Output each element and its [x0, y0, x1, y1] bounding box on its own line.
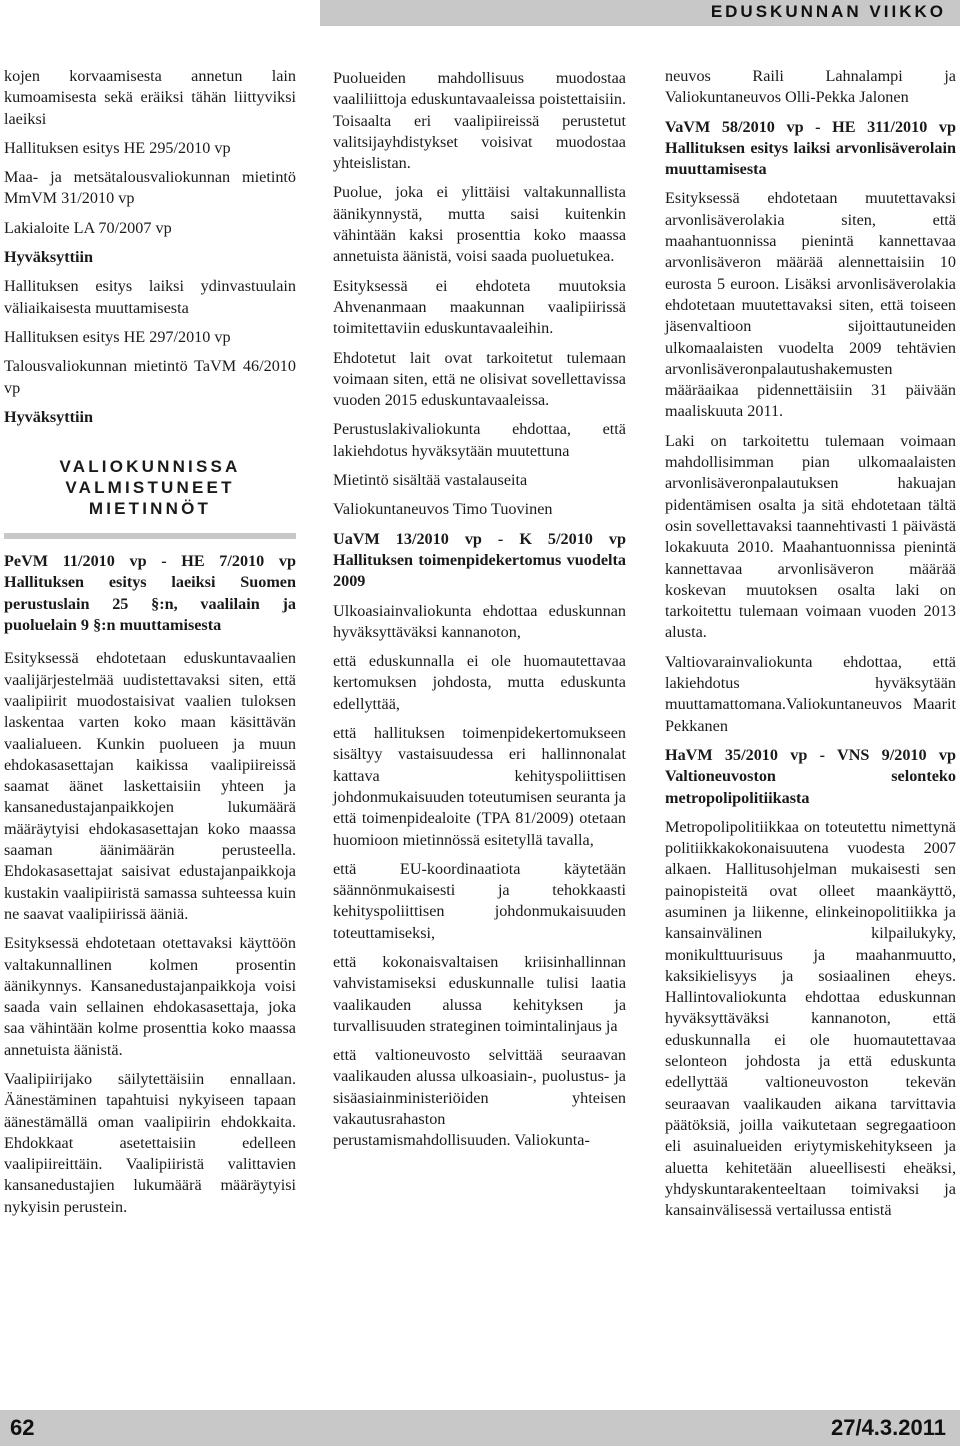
paragraph: Laki on tarkoitettu tulemaan voimaan mahdollisimman pian ulkomaalaisten arvonlisäveronpalautuksen hakuajan pidentämisen osalta ja sitä ehdotetaan tältä osin sovellettavaksi taannehtivasti 1 päivästä lokakuuta 2010. Maahantuonnissa pienintä kannettavaa arvonlisäveron määrää koskevan muutoksen osalta laki on tarkoitettu tulemaan voimaan vuoden 2013 alusta.: [665, 431, 956, 642]
column-2: [333, 68, 626, 1160]
paragraph: Hallituksen esitys HE 295/2010 vp: [4, 138, 231, 157]
page-header: [0, 0, 960, 26]
page-footer: [0, 1406, 960, 1453]
item-heading: VaVM 58/2010 vp - HE 311/2010 vp Hallituksen esitys laiksi arvonlisäverolain muuttamisesta: [665, 117, 956, 179]
section-divider: [4, 533, 296, 539]
paragraph: että hallituksen toimenpidekertomukseen sisältyy vastaisuudessa eri hallinnonalat kattava kehityspoliittisen johdonmukaisuuden toteutumisen seuranta ja että toimenpidealoite (TPA 81/2009) otetaan huomioon mietinnössä esitetyllä tavalla,: [333, 724, 626, 849]
paragraph: Talousvaliokunnan mietintö TaVM 46/2010 vp: [4, 357, 296, 397]
paragraph: Puolueiden mahdollisuus muodostaa vaaliliittoja eduskuntavaaleissa poistettaisiin. Toisaalta eri vaalipiireissä perustetut valitsijayhdistykset voisivat muodostaa yhteislistan.: [333, 69, 626, 173]
paragraph: Perustuslakivaliokunta ehdottaa, että lakiehdotus hyväksytään muutettuna: [333, 420, 626, 460]
paragraph: että kokonaisvaltaisen kriisinhallinnan vahvistamiseksi eduskunnalle tulisi laatia vaalikauden alussa kehityksen ja turvallisuuden strateginen toimintalinjaus ja: [333, 952, 626, 1035]
column-1: [4, 66, 296, 1226]
section-heading-line: VALMISTUNEET: [65, 478, 235, 498]
paragraph: Metropolipolitiikkaa on toteutettu nimettynä politiikkakokonaisuutena vuodesta 2007 alkaen. Hallitusohjelman mukaisesti sen painopisteitä ovat olleet maankäyttö, asuminen ja liikenne, elinkeinopolitiikka ja kansainvälinen kilpailukyky, monikulttuurisuus ja maahanmuutto, kaksikielisyys ja sosiaalinen eheys. Hallintovaliokunta ehdottaa eduskunnan hyväksyttäväksi kannanoton, että eduskunnalla ei ole huomautettavaa selonteon johdosta ja että eduskunta edellyttää valtioneuvoston tekevän seuraavan vaalikauden aikana tarvittavia päätöksiä, joilla vaikutetaan segregaatioon eli asuinalueiden eriytymiskehitykseen ja aluetta kehitetään alueellisesti eheäksi, yhdyskuntarakenteeltaan toimivaksi ja kansainvälisessä vertailussa entistä: [665, 817, 956, 1220]
item-heading: HaVM 35/2010 vp - VNS 9/2010 vp Valtioneuvoston selonteko metropolipolitiikasta: [665, 745, 956, 807]
decision-label: Hyväksyttiin: [4, 248, 94, 267]
paragraph: Valtiovarainvaliokunta ehdottaa, että lakiehdotus hyväksytään muuttamattomana.Valiokuntaneuvos Maarit Pekkanen: [665, 652, 956, 735]
paragraph: Ulkoasiainvaliokunta ehdottaa eduskunnan hyväksyttäväksi kannanoton,: [333, 601, 626, 641]
paragraph: että eduskunnalla ei ole huomautettavaa kertomuksen johdosta, mutta eduskunta edellyttää,: [333, 652, 626, 713]
column-3: [665, 66, 956, 1229]
section-heading: [4, 456, 296, 519]
paragraph: Vaalipiirijako säilytettäisiin ennallaan. Äänestäminen tapahtuisi nykyiseen tapaan äänestämällä oman vaalipiirin ehdokkaita. Ehdokkaat asetettaisiin edelleen vaalipiireittäin. Vaalipiiristä valittavien kansanedustajien lukumäärä määräytyisi nykyisin perustein.: [4, 1069, 296, 1216]
paragraph: Ehdotetut lait ovat tarkoitetut tulemaan voimaan siten, että ne olisivat sovellettavissa vuoden 2015 eduskuntavaaleissa.: [333, 348, 626, 410]
section-heading-line: MIETINNÖT: [88, 499, 212, 519]
paragraph: Hallituksen esitys HE 297/2010 vp: [4, 327, 231, 346]
paragraph: Esityksessä ehdotetaan muutettavaksi arvonlisäverolakia siten, että maahantuonnissa pienintä kannettavaa arvonlisäveron määrää alennettaisiin 10 eurosta 5 euroon. Lisäksi arvonlisäverolakia ehdotetaan muutettavaksi siten, että toiseen jäsenvaltioon sijoittautuneiden ulkomaalaisten vuodelta 2009 tehtävien arvonlisäveronpalautushakemusten määräaikaa pidennettäisiin 31 päivään maaliskuuta 2011.: [665, 189, 956, 421]
paragraph: Puolue, joka ei ylittäisi valtakunnallista äänikynnystä, mutta saisi kuitenkin vähintään kaksi prosenttia koko maassa annetuista äänistä, voisi saada puoluetukea.: [333, 183, 626, 266]
paragraph: että valtioneuvosto selvittää seuraavan vaalikauden alussa ulkoasiain-, puolustus- ja sisäasiainministeriöiden yhteisen vakautusrahaston perustamismahdollisuuden. Valiokunta-: [333, 1046, 626, 1150]
section-heading-line: VALIOKUNNISSA: [59, 457, 241, 477]
decision-label: Hyväksyttiin: [4, 407, 94, 426]
paragraph: neuvos Raili Lahnalampi ja Valiokuntaneuvos Olli-Pekka Jalonen: [665, 67, 956, 107]
issue-number: 27/4.3.2011: [830, 1415, 946, 1440]
paragraph: Esityksessä ehdotetaan otettavaksi käyttöön valtakunnallinen kolmen prosentin äänikynnys. Kansanedustajanpaikkoja voisi saada vain sellainen ehdokasasettaja, joka saa vähintään kolme prosenttia koko maassa annetuista äänistä.: [4, 934, 296, 1059]
item-heading: UaVM 13/2010 vp - K 5/2010 vp Hallituksen toimenpidekertomus vuodelta 2009: [333, 529, 626, 591]
paragraph: Maa- ja metsätalousvaliokunnan mietintö MmVM 31/2010 vp: [4, 168, 296, 208]
paragraph: että EU-koordinaatiota käytetään säännönmukaisesti ja tehokkaasti kehityspoliittisen johdonmukaisuuden toteuttamiseksi,: [333, 859, 626, 942]
paragraph: Valiokuntaneuvos Timo Tuovinen: [333, 500, 553, 519]
paragraph: Esityksessä ehdotetaan eduskuntavaalien vaalijärjestelmää uudistettavaksi siten, että vaalipiirit muodostaisivat vaalien tuloksen laskentaa varten koko maan käsittävän vaalialueen. Kunkin puolueen ja muun ehdokasasettajan kaikissa vaalipiireissä saamat äänet laskettaisiin yhteen ja kansanedustajanpaikkojen lukumäärä määräytyisi ehdokasasettajan koko maassa saaman äänimäärän perusteella. Ehdokasasettajat saisivat edustajanpaikkoja kustakin vaalipiiristä samassa suhteessa kuin ne saavat vaalipiirissä ääniä.: [4, 649, 296, 923]
paragraph: Lakialoite LA 70/2007 vp: [4, 218, 172, 237]
paragraph: Esityksessä ei ehdoteta muutoksia Ahvenanmaan maakunnan vaalipiirissä toimitettaviin eduskuntavaaleihin.: [333, 276, 626, 338]
page-number: 62: [10, 1415, 35, 1440]
footer-bar: [0, 1410, 960, 1446]
paragraph: kojen korvaamisesta annetun lain kumoamisesta sekä eräiksi tähän liittyviksi laeiksi: [4, 67, 296, 128]
paragraph: Hallituksen esitys laiksi ydinvastuulain väliaikaisesta muuttamisesta: [4, 277, 296, 317]
item-heading: PeVM 11/2010 vp - HE 7/2010 vp Hallituksen esitys laeiksi Suomen perustuslain 25 §:n, vaalilain ja puoluelain 9 §:n muuttamisesta: [4, 552, 296, 635]
publication-title: EDUSKUNNAN VIIKKO: [710, 2, 946, 21]
paragraph: Mietintö sisältää vastalauseita: [333, 471, 528, 490]
